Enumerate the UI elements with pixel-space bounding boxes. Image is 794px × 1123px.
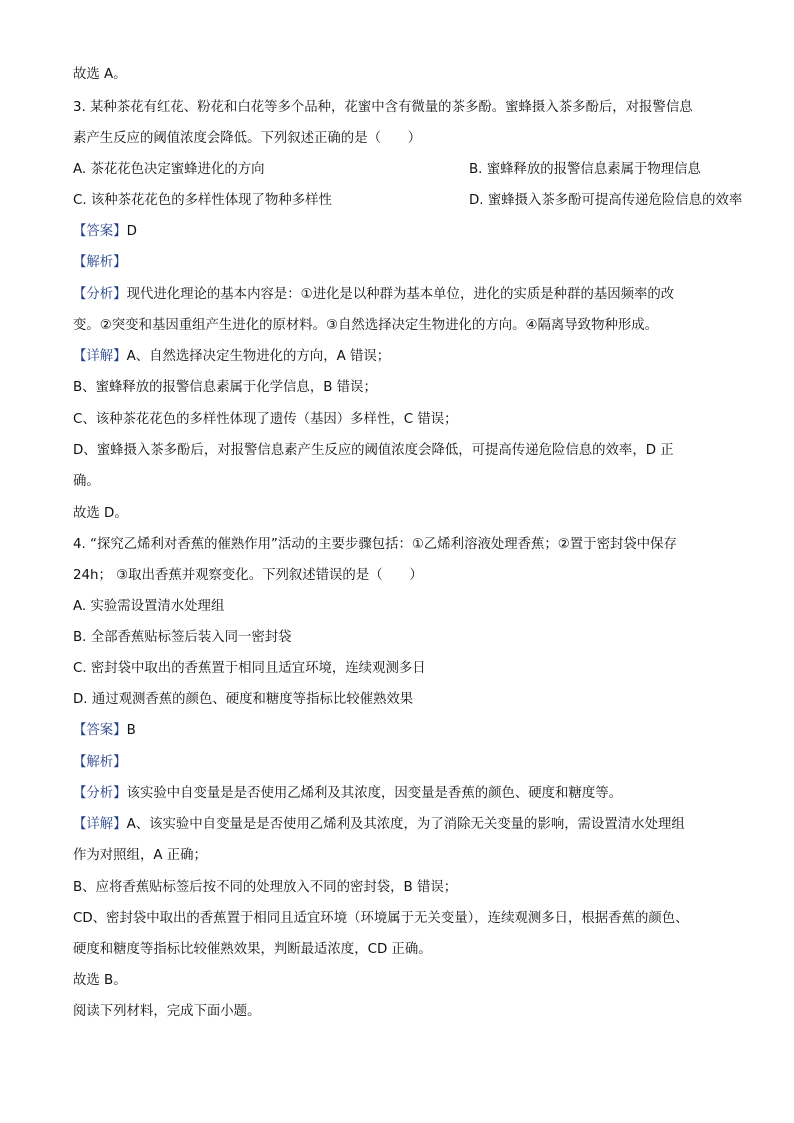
question-4-fenxi	[73, 783, 724, 805]
question-3-xiangjie-b: B、蜜蜂释放的报警信息素属于化学信息，B 错误；	[73, 380, 377, 395]
option-c: C. 该种茶花花色的多样性体现了物种多样性	[73, 193, 332, 208]
question-3-answer	[73, 221, 724, 243]
question-4-xiangjie	[73, 814, 724, 836]
xiangjie-text: A、该实验中自变量是是否使用乙烯利及其浓度，为了消除无关变量的影响，需设置清水处理组	[126, 817, 685, 832]
xiangjie-tag: 【详解】	[73, 817, 127, 832]
question-4-option-a: A. 实验需设置清水处理组	[73, 599, 225, 614]
fenxi-tag: 【分析】	[73, 287, 127, 302]
question-4-stem-cont: 24h； ③取出香蕉并观察变化。下列叙述错误的是（ ）	[73, 568, 423, 583]
fenxi-tag: 【分析】	[73, 786, 127, 801]
question-3-xiangjie-c: C、该种茶花花色的多样性体现了遗传（基因）多样性，C 错误；	[73, 412, 458, 427]
answer-conclusion: 故选 A。	[73, 67, 127, 82]
question-3-stem: 3. 某种茶花有红花、粉花和白花等多个品种，花蜜中含有微量的茶多酚。蜜蜂摄入茶多酚后，对报警信息	[73, 100, 693, 115]
analysis-tag: 【解析】	[73, 255, 127, 270]
answer-tag: 【答案】	[73, 224, 127, 239]
answer-tag: 【答案】	[73, 723, 127, 738]
question-4-option-d: D. 通过观测香蕉的颜色、硬度和糖度等指标比较催熟效果	[73, 692, 414, 707]
question-3-conclusion: 故选 D。	[73, 506, 128, 521]
question-4-xiangjie-cd: CD、密封袋中取出的香蕉置于相同且适宜环境（环境属于无关变量），连续观测多日，根据香蕉的颜色、	[73, 911, 689, 926]
question-4-option-c: C. 密封袋中取出的香蕉置于相同且适宜环境，连续观测多日	[73, 661, 426, 676]
question-4-xiangjie-b: B、应将香蕉贴标签后按不同的处理放入不同的密封袋，B 错误；	[73, 880, 458, 895]
option-d: D. 蜜蜂摄入茶多酚可提高传递危险信息的效率	[469, 193, 743, 208]
fenxi-text: 该实验中自变量是是否使用乙烯利及其浓度，因变量是香蕉的颜色、硬度和糖度等。	[126, 786, 623, 801]
option-a: A. 茶花花色决定蜜蜂进化的方向	[73, 162, 265, 177]
question-3-stem-cont: 素产生反应的阈值浓度会降低。下列叙述正确的是（ ）	[73, 131, 422, 146]
question-3-fenxi	[73, 284, 724, 306]
question-3-options-row-2	[73, 190, 743, 212]
question-3-xiangjie-d-cont: 确。	[73, 474, 100, 489]
next-section-instruction: 阅读下列材料，完成下面小题。	[73, 1004, 261, 1019]
answer-value: D	[126, 224, 137, 239]
analysis-tag: 【解析】	[73, 755, 127, 770]
question-4-option-b: B. 全部香蕉贴标签后装入同一密封袋	[73, 630, 292, 645]
question-3-analysis-heading	[73, 252, 724, 274]
question-3-options-row-1	[73, 159, 724, 181]
question-4-stem: 4. “探究乙烯利对香蕉的催熟作用”活动的主要步骤包括：①乙烯利溶液处理香蕉；②置于密封袋中保存	[73, 537, 677, 552]
xiangjie-text: A、自然选择决定生物进化的方向，A 错误；	[126, 349, 391, 364]
question-4-conclusion: 故选 B。	[73, 973, 127, 988]
option-b: B. 蜜蜂释放的报警信息素属于物理信息	[469, 162, 701, 177]
question-4-answer	[73, 720, 724, 742]
answer-value: B	[126, 723, 136, 738]
question-3-xiangjie	[73, 346, 724, 368]
question-3-fenxi-cont: 变。②突变和基因重组产生进化的原材料。③自然选择决定生物进化的方向。④隔离导致物种形成。	[73, 318, 659, 333]
fenxi-text: 现代进化理论的基本内容是：①进化是以种群为基本单位，进化的实质是种群的基因频率的改	[126, 287, 675, 302]
xiangjie-tag: 【详解】	[73, 349, 127, 364]
question-4-xiangjie-cd-cont: 硬度和糖度等指标比较催熟效果，判断最适浓度，CD 正确。	[73, 942, 432, 957]
question-3-xiangjie-d: D、蜜蜂摄入茶多酚后，对报警信息素产生反应的阈值浓度会降低，可提高传递危险信息的效率，D 正	[73, 443, 674, 458]
question-4-analysis-heading	[73, 752, 724, 774]
question-4-xiangjie-a-cont: 作为对照组，A 正确；	[73, 848, 207, 863]
